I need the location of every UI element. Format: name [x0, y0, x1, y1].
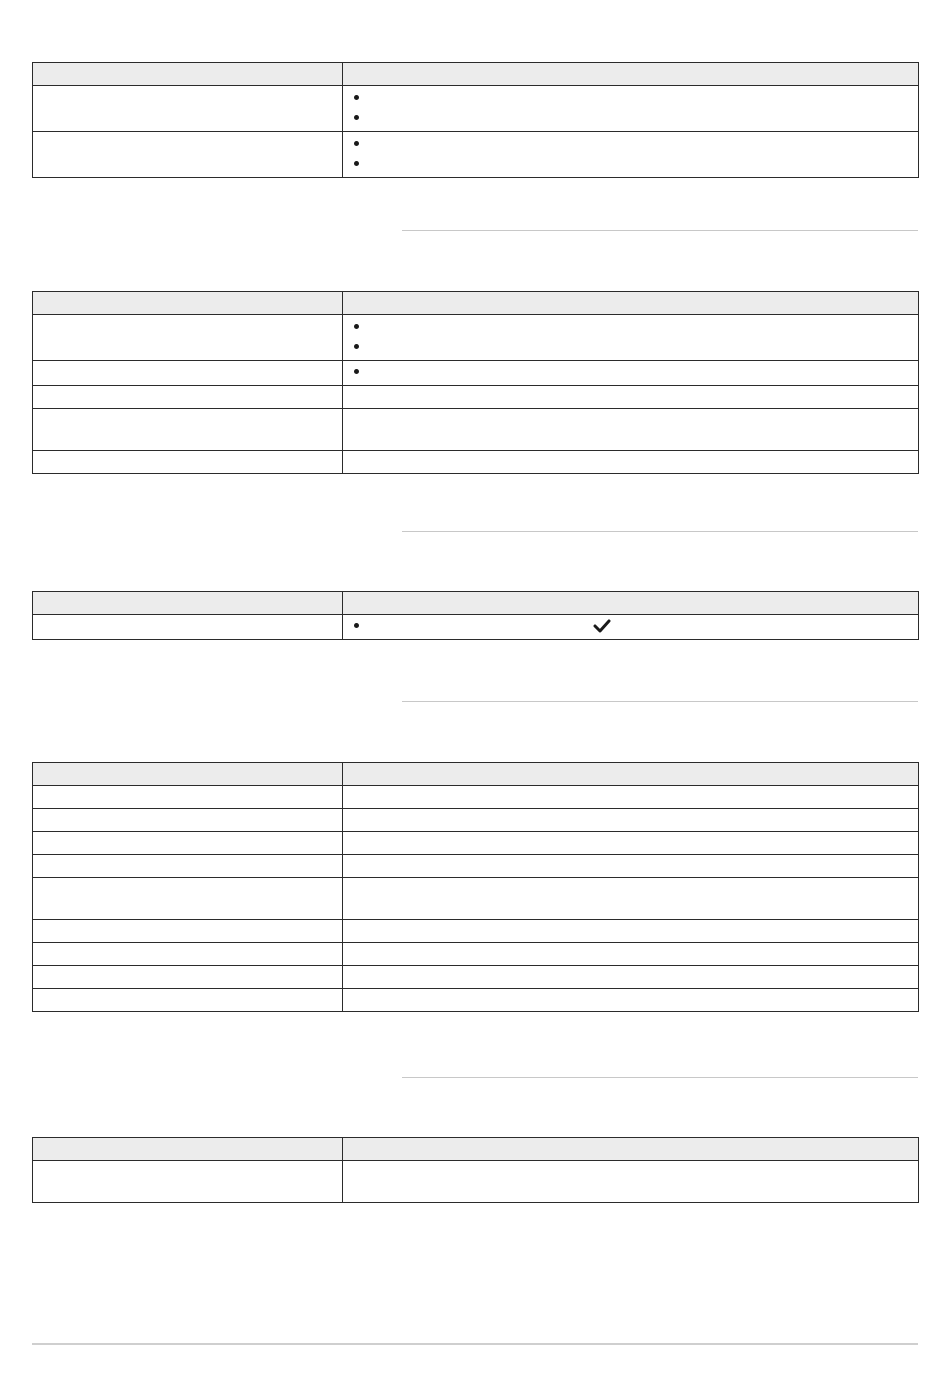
bullet-icon	[354, 115, 359, 120]
bullet-list	[353, 132, 918, 177]
table-row	[33, 920, 919, 943]
table-row	[33, 86, 919, 132]
table-cell	[343, 615, 919, 640]
bullet-icon	[354, 161, 359, 166]
table-cell	[33, 409, 343, 451]
table-cell	[33, 855, 343, 878]
list-item	[353, 619, 918, 639]
table-cell	[343, 943, 919, 966]
table-row	[33, 361, 919, 386]
header-cell	[343, 763, 919, 786]
table-header-row	[33, 63, 919, 86]
checkmark-icon	[593, 618, 611, 634]
section-divider	[402, 230, 918, 231]
bullet-list	[353, 315, 918, 360]
table-row	[33, 878, 919, 920]
table-row	[33, 1161, 919, 1203]
header-cell	[343, 592, 919, 615]
bullet-icon	[354, 141, 359, 146]
bullet-icon	[354, 324, 359, 329]
header-cell	[33, 592, 343, 615]
list-item	[353, 91, 918, 111]
table-row	[33, 451, 919, 474]
table-1	[32, 62, 919, 178]
table-cell	[343, 132, 919, 178]
table-cell	[33, 832, 343, 855]
footer-divider	[32, 1343, 918, 1345]
table-cell	[33, 361, 343, 386]
bullet-icon	[354, 95, 359, 100]
list-item	[353, 111, 918, 131]
list-item	[353, 365, 918, 385]
table-cell	[343, 809, 919, 832]
table-row	[33, 132, 919, 178]
table-row	[33, 832, 919, 855]
table-cell	[343, 361, 919, 386]
table-row	[33, 786, 919, 809]
table-cell	[33, 989, 343, 1012]
table-cell	[33, 315, 343, 361]
table-row	[33, 409, 919, 451]
table-header-row	[33, 1138, 919, 1161]
header-cell	[33, 1138, 343, 1161]
header-cell	[343, 63, 919, 86]
table-cell	[343, 832, 919, 855]
list-item	[353, 340, 918, 360]
table-cell	[343, 386, 919, 409]
table-cell	[33, 132, 343, 178]
header-cell	[343, 292, 919, 315]
table-cell	[33, 1161, 343, 1203]
list-item	[353, 320, 918, 340]
table-row	[33, 966, 919, 989]
section-divider	[402, 531, 918, 532]
section-divider	[402, 701, 918, 702]
table-cell	[33, 920, 343, 943]
table-row	[33, 855, 919, 878]
table-cell	[33, 943, 343, 966]
table-4	[32, 762, 919, 1012]
table-cell	[33, 966, 343, 989]
header-cell	[343, 1138, 919, 1161]
table-cell	[343, 878, 919, 920]
table-cell	[343, 855, 919, 878]
table-cell	[33, 386, 343, 409]
table-cell	[343, 989, 919, 1012]
table-cell	[343, 786, 919, 809]
list-item	[353, 157, 918, 177]
table-header-row	[33, 292, 919, 315]
section-divider	[402, 1077, 918, 1078]
header-cell	[33, 63, 343, 86]
table-row	[33, 615, 919, 640]
table-row	[33, 315, 919, 361]
table-row	[33, 809, 919, 832]
table-cell	[33, 615, 343, 640]
table-cell	[343, 409, 919, 451]
table-3	[32, 591, 919, 640]
table-cell	[343, 966, 919, 989]
table-header-row	[33, 592, 919, 615]
header-cell	[33, 292, 343, 315]
table-cell	[33, 451, 343, 474]
table-2	[32, 291, 919, 474]
table-cell	[33, 786, 343, 809]
table-row	[33, 943, 919, 966]
list-item	[353, 137, 918, 157]
table-cell	[33, 809, 343, 832]
table-5	[32, 1137, 919, 1203]
table-cell	[33, 878, 343, 920]
table-row	[33, 989, 919, 1012]
table-cell	[343, 86, 919, 132]
bullet-list	[353, 86, 918, 131]
table-cell	[343, 1161, 919, 1203]
table-cell	[343, 315, 919, 361]
bullet-list	[353, 615, 918, 639]
bullet-icon	[354, 344, 359, 349]
table-cell	[343, 451, 919, 474]
table-cell	[343, 920, 919, 943]
header-cell	[33, 763, 343, 786]
bullet-icon	[354, 623, 359, 628]
table-cell	[33, 86, 343, 132]
bullet-icon	[354, 369, 359, 374]
table-row	[33, 386, 919, 409]
table-header-row	[33, 763, 919, 786]
bullet-list	[353, 361, 918, 385]
